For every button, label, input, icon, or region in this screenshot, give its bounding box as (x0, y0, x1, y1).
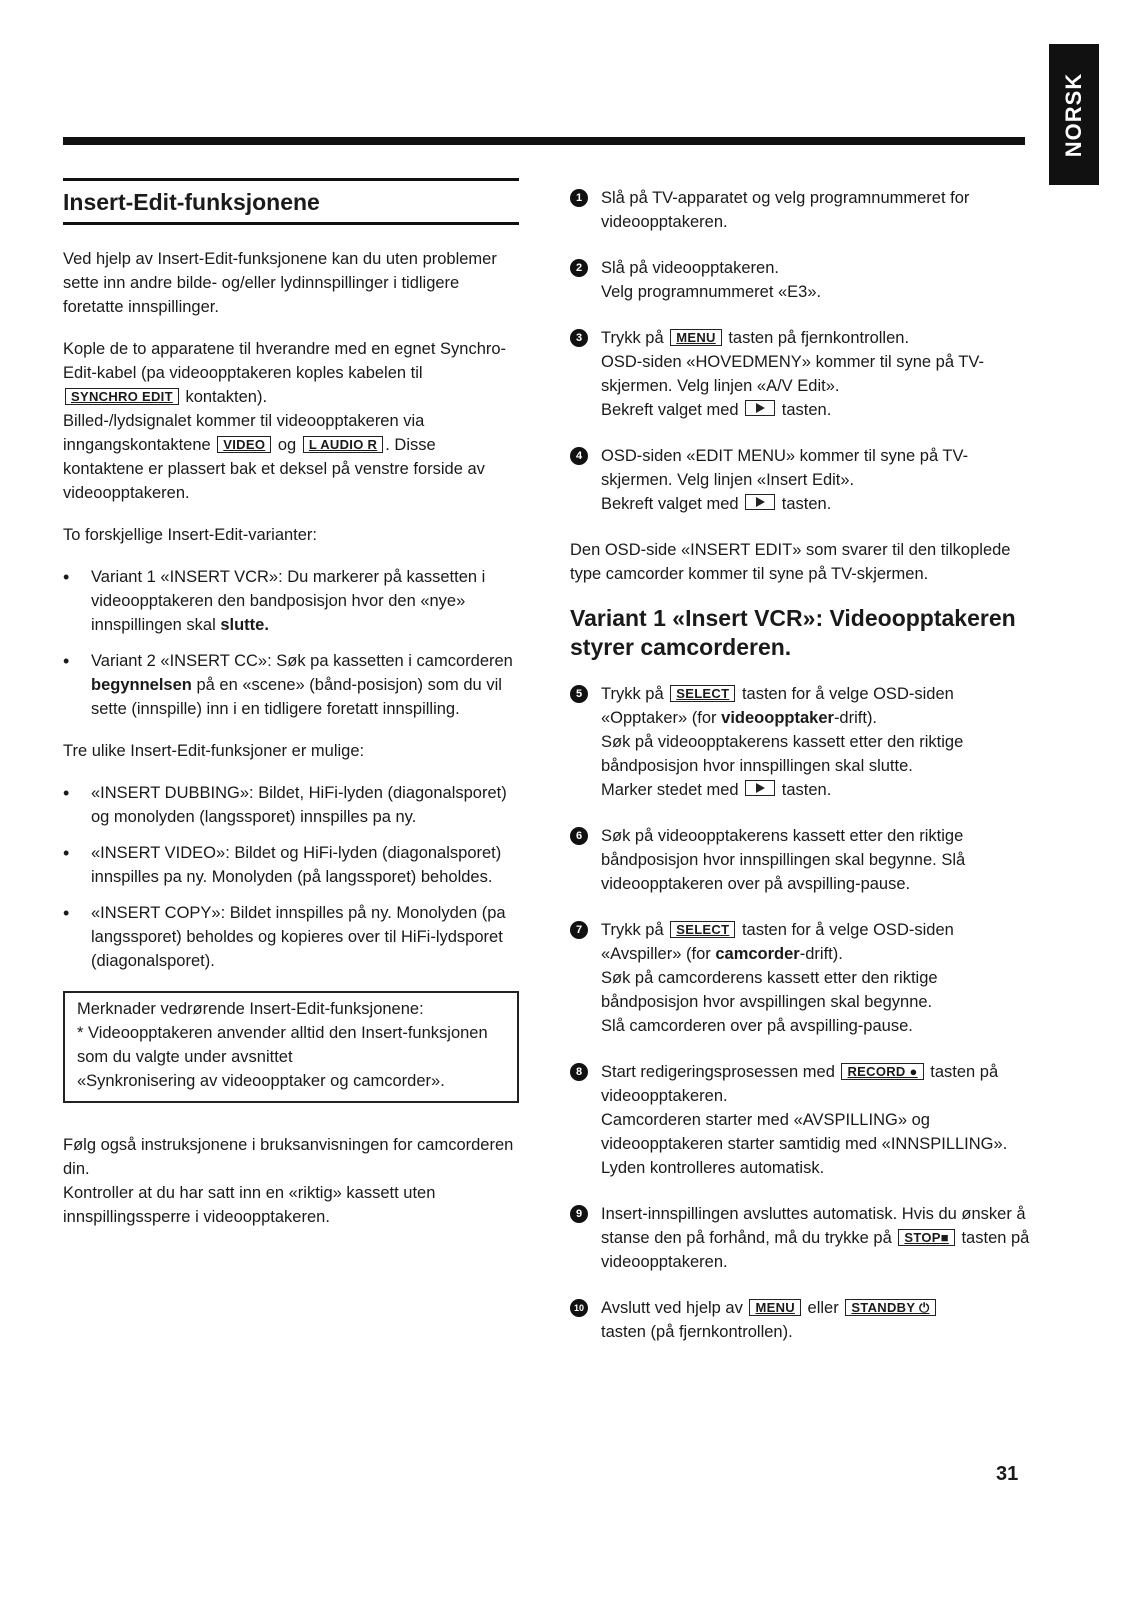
step-7 (570, 918, 1030, 1038)
menu-key: MENU (670, 329, 721, 346)
language-tab-label: NORSK (1061, 72, 1087, 157)
step-6 (570, 824, 1030, 896)
connect-text-3: Billed-/lydsignalet kommer til videoopptakeren via inngangskontaktene (63, 412, 425, 454)
step-7-line-2: Søk på camcorderens kassett etter den riktige båndposisjon hvor avspillingen skal begynne. (601, 969, 938, 1011)
step-number-badge: 6 (570, 827, 588, 845)
step-5-text-a: Trykk på (601, 685, 664, 703)
step-5-mark: Marker stedet med (601, 781, 739, 799)
connect-text-4: og (277, 436, 297, 454)
step-2-line-1: Slå på videoopptakeren. (601, 259, 779, 277)
follow-paragraph (63, 1133, 519, 1229)
step-10 (570, 1296, 1030, 1344)
step-3 (570, 326, 1030, 422)
language-tab (1049, 44, 1099, 185)
top-rule (63, 137, 1025, 145)
step-number-badge: 3 (570, 329, 588, 347)
step-number-badge: 9 (570, 1205, 588, 1223)
section-title: Insert-Edit-funksjonene (63, 178, 519, 225)
step-2 (570, 256, 1030, 304)
step-5-line-2: Søk på videoopptakerens kassett etter den riktige båndposisjon hvor innspillingen skal slutte. (601, 733, 964, 775)
step-4-confirm: Bekreft valget med (601, 495, 739, 513)
left-column (63, 178, 519, 1229)
step-3-confirm: Bekreft valget med (601, 401, 739, 419)
select-key: SELECT (670, 685, 735, 702)
osd-paragraph: Den OSD-side «INSERT EDIT» som svarer til den tilkoplede type camcorder kommer til syne på TV-skjermen. (570, 541, 1011, 583)
stop-key: STOP■ (898, 1229, 955, 1246)
note-box (63, 991, 519, 1103)
step-number-badge: 8 (570, 1063, 588, 1081)
connect-text-2: kontakten). (185, 388, 268, 406)
step-9-text-b: tasten på videoopptakeren. (601, 1229, 1030, 1271)
step-3-confirm-end: tasten. (781, 401, 832, 419)
connect-text-1: Kople de to apparatene til hverandre med en egnet Synchro-Edit-kabel (pa videoopptakeren koples kabelen til (63, 340, 507, 382)
step-1 (570, 186, 1030, 234)
function-item: • «INSERT VIDEO»: Bildet og HiFi-lyden (diagonalsporet) innspilles pa ny. Monolyden (på langssporet) beholdes. (63, 841, 519, 889)
record-key: RECORD ● (841, 1063, 923, 1080)
note-line-1: Merknader vedrørende Insert-Edit-funksjonene: (77, 1000, 424, 1018)
variant-1-item (63, 565, 519, 637)
step-8 (570, 1060, 1030, 1180)
step-1-text: Slå på TV-apparatet og velg programnummeret for videoopptakeren. (601, 189, 970, 231)
step-4-text: OSD-siden «EDIT MENU» kommer til syne på TV-skjermen. Velg linjen «Insert Edit». (601, 447, 969, 489)
connect-text-5: . Disse kontaktene er plassert bak et deksel på venstre forside av videoopptakeren. (63, 436, 485, 502)
variant-2-text-a: Variant 2 «INSERT CC»: Søk pa kassetten i camcorderen (91, 652, 513, 670)
menu-key: MENU (749, 1299, 800, 1316)
step-7-text-a: Trykk på (601, 921, 664, 939)
step-2-line-2: Velg programnummeret «E3». (601, 283, 822, 301)
step-7-line-3: Slå camcorderen over på avspilling-pause. (601, 1017, 913, 1035)
step-number-badge: 2 (570, 259, 588, 277)
function-item: • «INSERT COPY»: Bildet innspilles på ny. Monolyden (pa langssporet) beholdes og kopieres over til HiFi-lydsporet (diagonalsporet). (63, 901, 519, 973)
step-10-text-mid: eller (807, 1299, 839, 1317)
steps-list-a (570, 186, 1030, 516)
step-3-text-a: Trykk på (601, 329, 664, 347)
variant-1-text: Variant 1 «INSERT VCR»: Du markerer på kassetten i videoopptakeren den bandposisjon hvor den «nye» innspillingen skal (91, 568, 486, 634)
variant-2-item (63, 649, 519, 721)
standby-key: STANDBY ⏻ (845, 1299, 935, 1316)
step-3-text-b: tasten på fjernkontrollen. (728, 329, 910, 347)
step-8-line-2: Camcorderen starter med «AVSPILLING» og videoopptakeren starter samtidig med «INNSPILLING». Lyden kontrolleres automatisk. (601, 1111, 1008, 1177)
step-8-text-a: Start redigeringsprosessen med (601, 1063, 835, 1081)
step-number-badge: 4 (570, 447, 588, 465)
step-9 (570, 1202, 1030, 1274)
note-line-3: «Synkronisering av videoopptaker og camcorder». (77, 1072, 445, 1090)
step-4 (570, 444, 1030, 516)
step-5-bold: videoopptaker (721, 709, 834, 727)
page-number: 31 (996, 1463, 1019, 1485)
step-number-badge: 7 (570, 921, 588, 939)
step-number-badge: 10 (570, 1299, 588, 1317)
step-8-text-b: tasten på videoopptakeren. (601, 1063, 999, 1105)
step-number-badge: 1 (570, 189, 588, 207)
variant-2-bold: begynnelsen (91, 676, 192, 694)
video-key: VIDEO (217, 436, 271, 453)
function-item: • «INSERT DUBBING»: Bildet, HiFi-lyden (diagonalsporet) og monolyden (langssporet) innspilles pa ny. (63, 781, 519, 829)
step-4-confirm-end: tasten. (781, 495, 832, 513)
select-key: SELECT (670, 921, 735, 938)
check-text: Kontroller at du har satt inn en «riktig» kassett uten innspillingssperre i videoopptakeren. (63, 1184, 436, 1226)
intro-paragraph: Ved hjelp av Insert-Edit-funksjonene kan du uten problemer sette inn andre bilde- og/eller lydinnspillinger i tidligere foretatte innspillinger. (63, 250, 497, 316)
play-key-icon (745, 400, 775, 416)
synchro-edit-key: SYNCHRO EDIT (65, 388, 179, 405)
variant-1-bold: slutte. (220, 616, 269, 634)
step-3-line-2: OSD-siden «HOVEDMENY» kommer til syne på TV-skjermen. Velg linjen «A/V Edit». (601, 353, 984, 395)
step-5-text-c: -drift). (833, 709, 878, 727)
note-line-2: * Videoopptakeren anvender alltid den Insert-funksjonen som du valgte under avsnittet (77, 1024, 488, 1066)
step-5-text-b: tasten for å velge OSD-siden «Opptaker» (for (601, 685, 954, 727)
functions-intro: Tre ulike Insert-Edit-funksjoner er mulige: (63, 742, 365, 760)
variant-2-text-b: på en «scene» (bånd-posisjon) som du vil sette (innspille) inn i en tidligere foretatt innspilling. (91, 676, 502, 718)
step-9-text-a: Insert-innspillingen avsluttes automatisk. Hvis du ønsker å stanse den på forhånd, må du trykke på (601, 1205, 1026, 1247)
connect-paragraph (63, 337, 519, 505)
right-column (570, 186, 1030, 1366)
step-6-text: Søk på videoopptakerens kassett etter den riktige båndposisjon hvor innspillingen skal begynne. Slå videoopptakeren over på avspilling-pause. (601, 827, 966, 893)
play-key-icon (745, 494, 775, 510)
variant-1-heading: Variant 1 «Insert VCR»: Videoopptakeren styrer camcorderen. (570, 605, 1016, 660)
variants-list (63, 565, 519, 721)
step-7-text-c: -drift). (799, 945, 843, 963)
step-7-bold: camcorder (715, 945, 800, 963)
step-number-badge: 5 (570, 685, 588, 703)
follow-text: Følg også instruksjonene i bruksanvisningen for camcorderen din. (63, 1136, 514, 1178)
audio-lr-key: L AUDIO R (303, 436, 383, 453)
play-key-icon (745, 780, 775, 796)
step-5 (570, 682, 1030, 802)
step-7-text-b: tasten for å velge OSD-siden «Avspiller» (for (601, 921, 954, 963)
functions-list (63, 781, 519, 973)
variants-intro: To forskjellige Insert-Edit-varianter: (63, 526, 318, 544)
step-10-text-a: Avslutt ved hjelp av (601, 1299, 743, 1317)
step-10-text-b: tasten (på fjernkontrollen). (601, 1323, 793, 1341)
step-5-mark-end: tasten. (781, 781, 832, 799)
steps-list-b (570, 682, 1030, 1344)
